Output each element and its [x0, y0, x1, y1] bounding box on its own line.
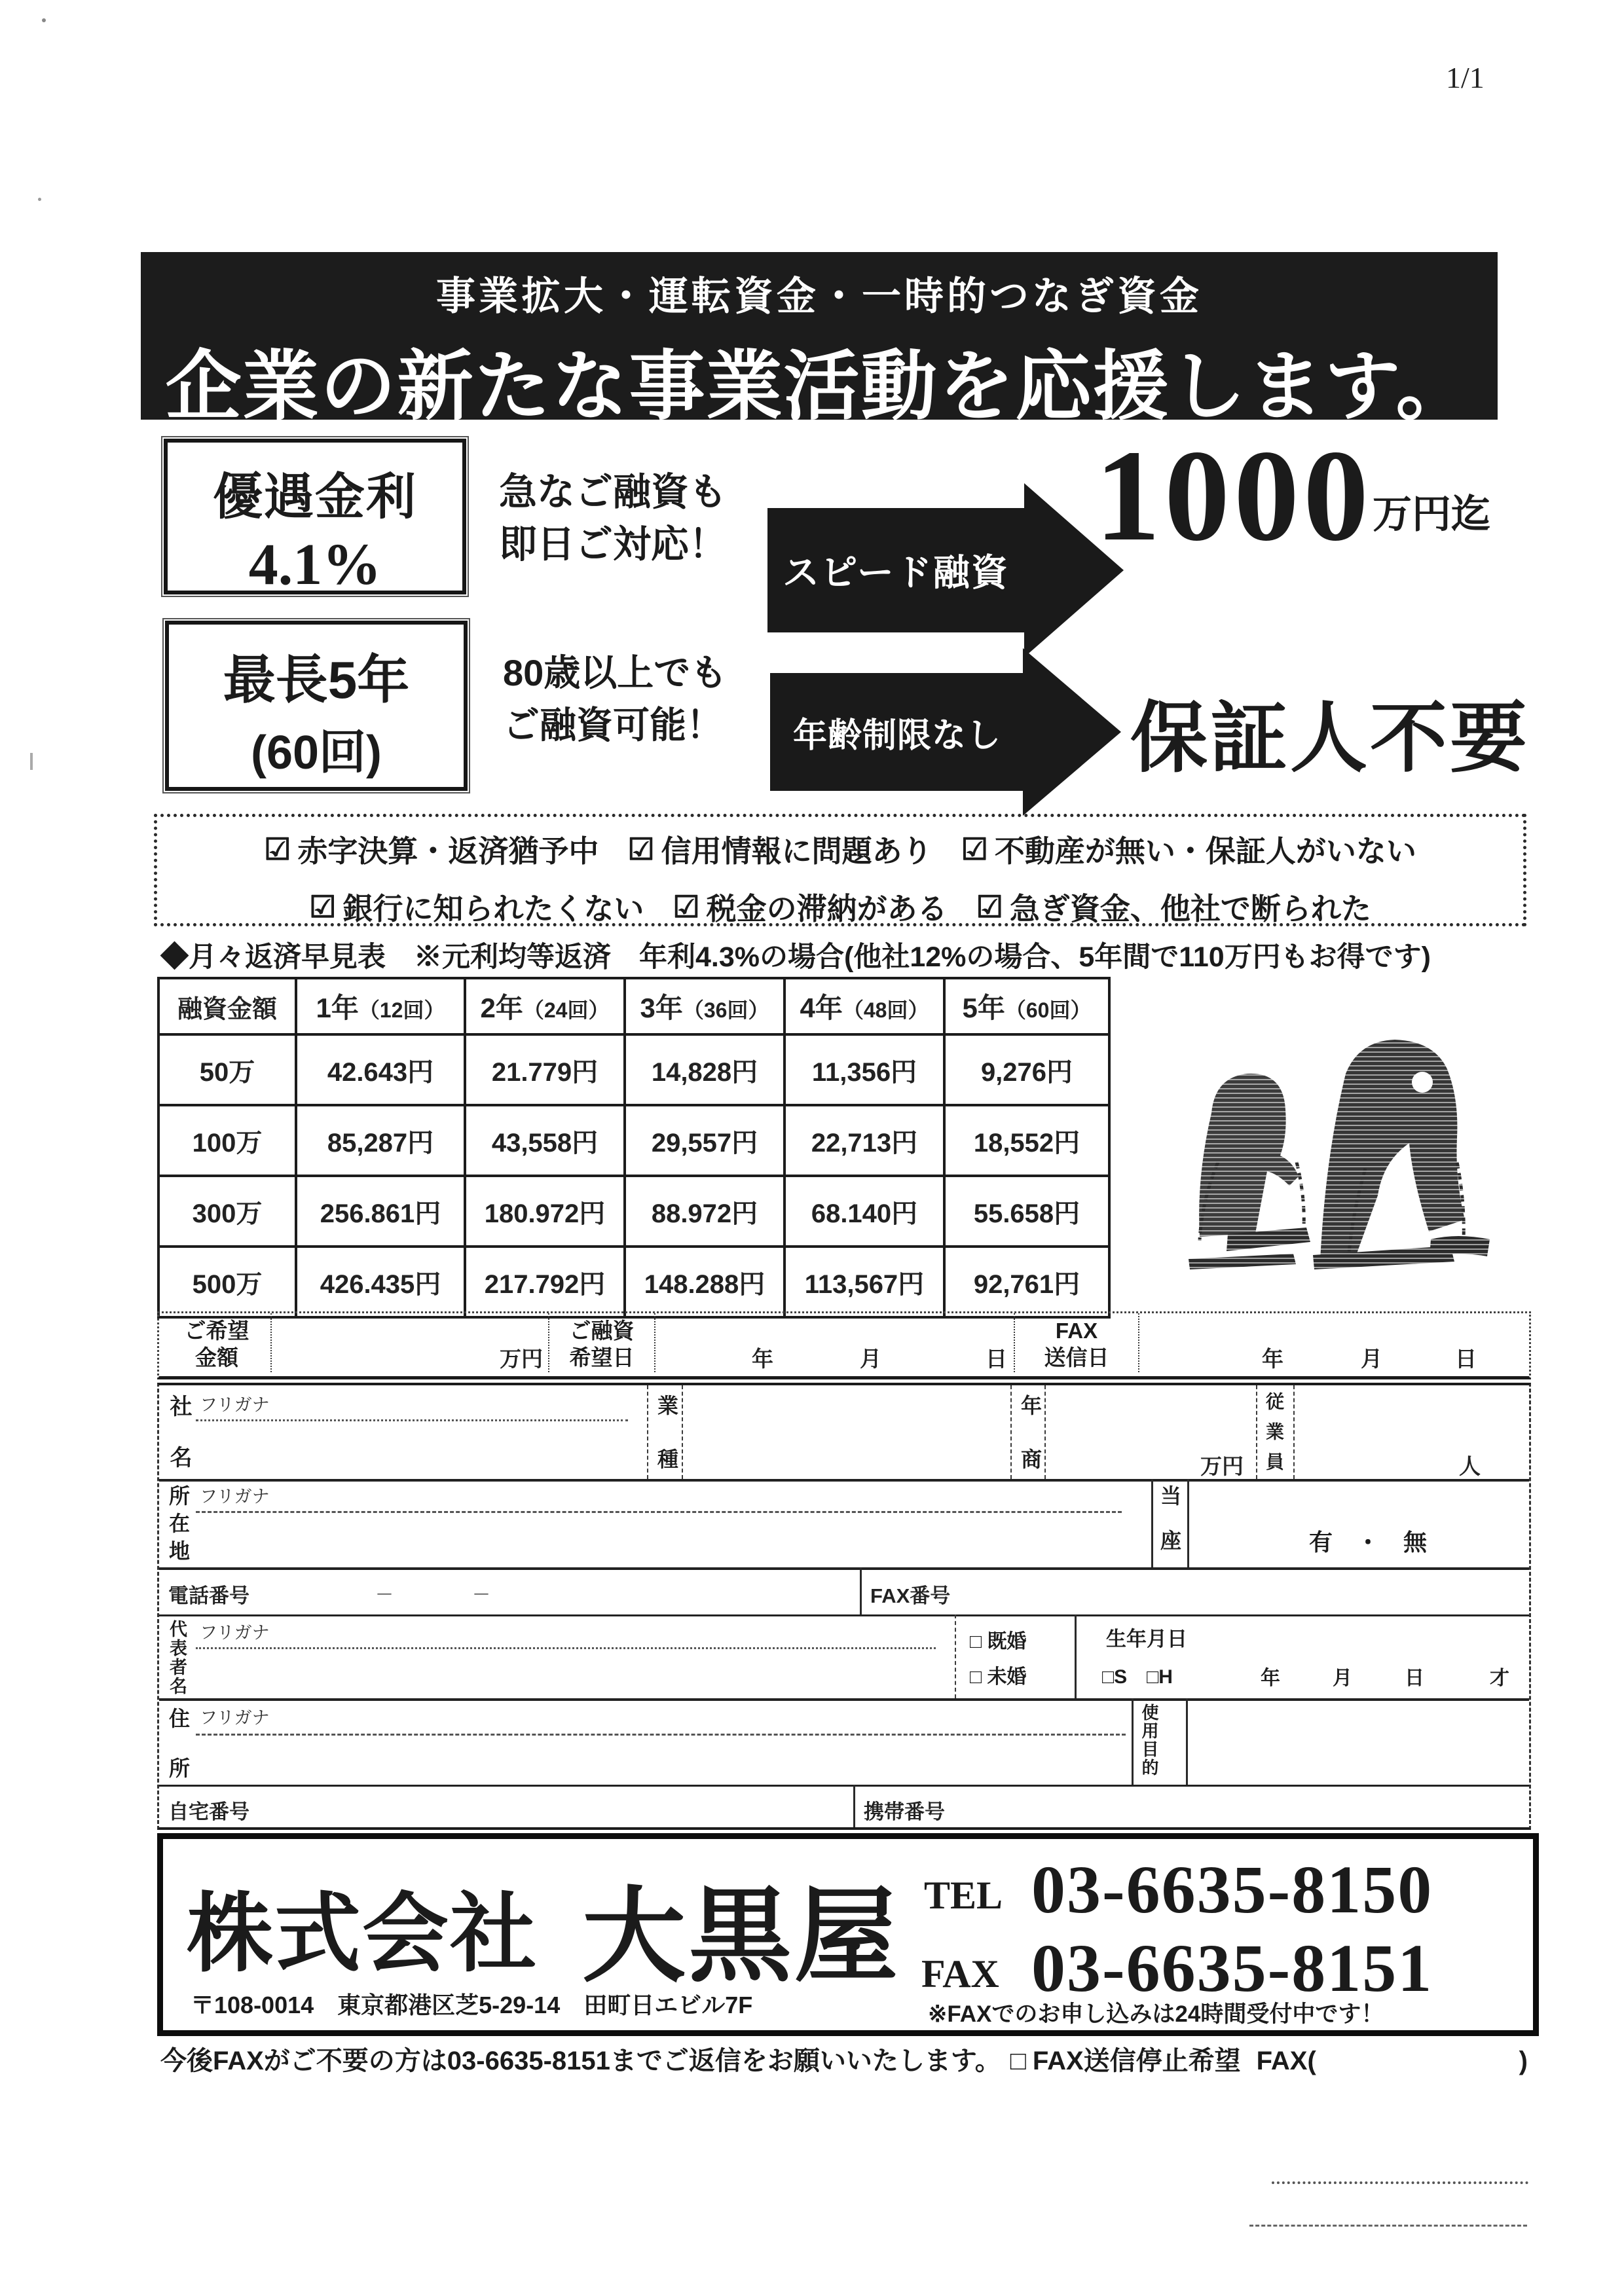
table-row — [158, 1034, 1109, 1105]
era-heisei-label: H — [1158, 1666, 1173, 1688]
feature-item — [309, 885, 644, 928]
repayment-table — [157, 977, 1111, 1319]
feature-item — [264, 828, 599, 871]
table-row — [158, 1176, 1109, 1247]
furigana-label: フリガナ — [200, 1395, 270, 1415]
checking-account-label: 当座 — [1158, 1485, 1181, 1574]
mobile-phone-label: 携帯番号 — [864, 1800, 945, 1823]
scan-artifact — [1272, 2181, 1528, 2184]
checked-checkbox-icon: ☑ — [673, 890, 700, 924]
furigana-label: フリガナ — [200, 1487, 270, 1506]
desired-amount-label: ご希望 金額 — [184, 1319, 249, 1370]
year-unit: 年 — [752, 1347, 773, 1371]
checkbox-icon: □ — [1102, 1666, 1115, 1688]
payment-cell: 18,552円 — [944, 1105, 1109, 1176]
payment-cell: 9,276円 — [944, 1034, 1109, 1105]
year-unit: 年 — [1261, 1667, 1280, 1689]
company-name: 大黒屋 — [582, 1879, 900, 1994]
feature-label: 不動産が無い・保証人がいない — [994, 834, 1416, 868]
staff-photo-illustration — [1149, 998, 1526, 1290]
company-address-label: 所在地 — [166, 1485, 190, 1567]
scan-artifact — [42, 18, 46, 22]
feature-label: 急ぎ資金、他社で断られた — [1009, 892, 1371, 926]
checkbox-icon: □ — [970, 1666, 982, 1688]
month-unit: 月 — [860, 1347, 881, 1371]
rate-value: 4.1% — [248, 532, 382, 597]
loan-limit — [1095, 424, 1490, 568]
col-header-amount: 融資金額 — [158, 978, 296, 1034]
day-unit: 日 — [986, 1347, 1007, 1371]
employees-label: 従業員 — [1264, 1392, 1284, 1482]
fax-24h-note: ※FAXでのお申し込みは24時間受付中です！ — [928, 2001, 1384, 2027]
era-checkboxes — [1102, 1660, 1173, 1689]
industry-label: 業種 — [655, 1394, 678, 1502]
purpose-label: 使用目的 — [1139, 1704, 1159, 1777]
application-form — [157, 1383, 1531, 1830]
payment-cell: 55.658円 — [944, 1176, 1109, 1247]
checked-checkbox-icon: ☑ — [264, 832, 291, 866]
furigana-label: フリガナ — [200, 1708, 270, 1728]
amount-cell: 100万 — [158, 1105, 296, 1176]
payment-cell: 21.779円 — [465, 1034, 625, 1105]
company-banner — [157, 1833, 1539, 2036]
feature-item — [627, 828, 932, 871]
loan-limit-amount: 1000 — [1095, 424, 1373, 568]
rate-side-line1: 急なご融資も — [499, 471, 728, 513]
day-unit: 日 — [1405, 1667, 1424, 1689]
dash: － — [375, 1584, 394, 1605]
payment-cell: 22,713円 — [784, 1105, 944, 1176]
payment-cell: 113,567円 — [784, 1247, 944, 1317]
col-header: 4年（48回） — [784, 978, 944, 1034]
feature-item — [976, 885, 1371, 928]
amount-cell: 500万 — [158, 1247, 296, 1317]
month-unit: 月 — [1361, 1347, 1382, 1371]
feature-label: 銀行に知られたくない — [342, 892, 644, 926]
feature-label: 赤字決算・返済猶予中 — [297, 834, 599, 868]
annual-sales-label: 年商 — [1018, 1394, 1042, 1502]
company-prefix: 株式会社 — [187, 1886, 538, 1982]
term-side-line1: 80歳以上でも — [503, 652, 728, 693]
month-unit: 月 — [1333, 1667, 1352, 1689]
optout-notice: 今後FAXがご不要の方は03-6635-8151までご返信をお願いいたします。 — [160, 2047, 1001, 2075]
table-header-row — [158, 978, 1109, 1034]
single-checkbox — [970, 1660, 1026, 1689]
rate-side-text — [499, 466, 727, 571]
company-name-label: 社名 — [166, 1394, 191, 1497]
day-unit: 日 — [1455, 1347, 1477, 1371]
payment-cell: 148.288円 — [625, 1247, 784, 1317]
col-header: 1年（12回） — [296, 978, 465, 1034]
payment-cell: 180.972円 — [465, 1176, 625, 1247]
payment-cell: 42.643円 — [296, 1034, 465, 1105]
feature-checklist — [154, 814, 1526, 926]
feature-item — [961, 828, 1416, 871]
speed-loan-arrow-label: スピード融資 — [783, 552, 1009, 593]
checked-checkbox-icon: ☑ — [627, 832, 655, 866]
rate-side-line2: 即日ご対応！ — [499, 523, 728, 566]
payment-cell: 88.972円 — [625, 1176, 784, 1247]
payment-cell: 256.861円 — [296, 1176, 465, 1247]
fax-label: FAX — [921, 1952, 999, 1995]
col-header: 5年（60回） — [944, 978, 1109, 1034]
representative-label: 代表者名 — [167, 1620, 187, 1696]
payment-cell: 29,557円 — [625, 1105, 784, 1176]
checkbox-icon: □ — [1010, 2047, 1026, 2075]
banner-tagline: 事業拡大・運転資金・一時的つなぎ資金 — [436, 274, 1202, 318]
optout-label: FAX送信停止希望 — [1032, 2047, 1241, 2075]
term-label: 最長5年 — [223, 651, 410, 709]
hero-banner — [141, 252, 1498, 429]
table-row — [158, 1105, 1109, 1176]
no-guarantor-text: 保証人不要 — [1130, 695, 1530, 782]
scan-artifact — [30, 753, 33, 770]
feature-item — [673, 885, 947, 928]
optout-fax-close: ) — [1519, 2047, 1528, 2075]
checkbox-icon: □ — [970, 1631, 982, 1652]
term-box — [165, 621, 468, 791]
age-unit: 才 — [1490, 1667, 1509, 1689]
amount-cell: 50万 — [158, 1034, 296, 1105]
era-showa-label: S — [1114, 1666, 1128, 1688]
payment-cell: 14,828円 — [625, 1034, 784, 1105]
payment-cell: 43,558円 — [465, 1105, 625, 1176]
company-address: 〒108-0014 東京都港区芝5-29-14 田町日エビル7F — [191, 1992, 753, 2018]
repayment-table-heading: ◆月々返済早見表 ※元利均等返済 年利4.3%の場合(他社12%の場合、5年間で110万円もお得です) — [160, 941, 1431, 973]
table-row — [158, 1247, 1109, 1317]
checked-checkbox-icon: ☑ — [309, 890, 337, 924]
request-strip — [157, 1311, 1531, 1379]
tel-number: 03-6635-8150 — [1031, 1852, 1433, 1927]
optout-fax-open: FAX( — [1256, 2047, 1316, 2075]
banner-headline: 企業の新たな事業活動を応援します。 — [165, 344, 1473, 429]
dash: － — [472, 1584, 491, 1605]
col-header: 2年（24回） — [465, 978, 625, 1034]
col-header: 3年（36回） — [625, 978, 784, 1034]
amount-unit: 万円 — [500, 1347, 543, 1371]
checked-checkbox-icon: ☑ — [961, 832, 988, 866]
loan-date-label: ご融資 希望日 — [569, 1319, 635, 1370]
account-options: 有 ・ 無 — [1309, 1529, 1428, 1556]
loan-limit-unit: 万円迄 — [1373, 492, 1490, 536]
payment-cell: 217.792円 — [465, 1247, 625, 1317]
feature-label: 税金の滞納がある — [706, 892, 948, 926]
sales-unit: 万円 — [1200, 1454, 1244, 1478]
home-phone-label: 自宅番号 — [168, 1800, 249, 1823]
fax-sent-date-label: FAX 送信日 — [1044, 1319, 1109, 1370]
furigana-label: フリガナ — [200, 1623, 270, 1643]
payment-cell: 85,287円 — [296, 1105, 465, 1176]
birthdate-label: 生年月日 — [1106, 1628, 1187, 1650]
payment-cell: 68.140円 — [784, 1176, 944, 1247]
amount-cell: 300万 — [158, 1176, 296, 1247]
page-number: 1/1 — [1446, 61, 1485, 94]
payment-cell: 426.435円 — [296, 1247, 465, 1317]
checkbox-icon: □ — [1147, 1666, 1159, 1688]
rate-label: 優遇金利 — [213, 469, 417, 525]
checked-checkbox-icon: ☑ — [976, 890, 1003, 924]
arrow-right-icon — [1023, 648, 1121, 816]
feature-label: 信用情報に問題あり — [661, 834, 932, 868]
fax-number: 03-6635-8151 — [1031, 1931, 1433, 2006]
fax-number-label: FAX番号 — [870, 1584, 951, 1607]
single-label: 未婚 — [987, 1666, 1027, 1688]
married-checkbox — [970, 1625, 1026, 1654]
payment-cell: 11,356円 — [784, 1034, 944, 1105]
scan-artifact — [1249, 2225, 1527, 2227]
home-address-label: 住所 — [166, 1707, 190, 1807]
payment-cell: 92,761円 — [944, 1247, 1109, 1317]
age-limit-arrow — [770, 673, 1024, 791]
rate-box — [164, 439, 466, 597]
employees-unit: 人 — [1459, 1454, 1481, 1478]
phone-number-label: 電話番号 — [168, 1584, 249, 1607]
year-unit: 年 — [1262, 1347, 1283, 1371]
tel-label: TEL — [924, 1874, 1003, 1917]
married-label: 既婚 — [987, 1631, 1027, 1652]
term-count: (60回) — [250, 727, 382, 779]
term-side-line2: ご融資可能！ — [503, 704, 723, 746]
staff-photo — [1149, 998, 1526, 1290]
scan-artifact — [38, 198, 41, 201]
speed-loan-arrow — [767, 508, 1024, 632]
footer-optout-line — [160, 2040, 1528, 2077]
age-limit-arrow-label: 年齢制限なし — [792, 716, 1001, 755]
term-side-text — [503, 647, 727, 751]
